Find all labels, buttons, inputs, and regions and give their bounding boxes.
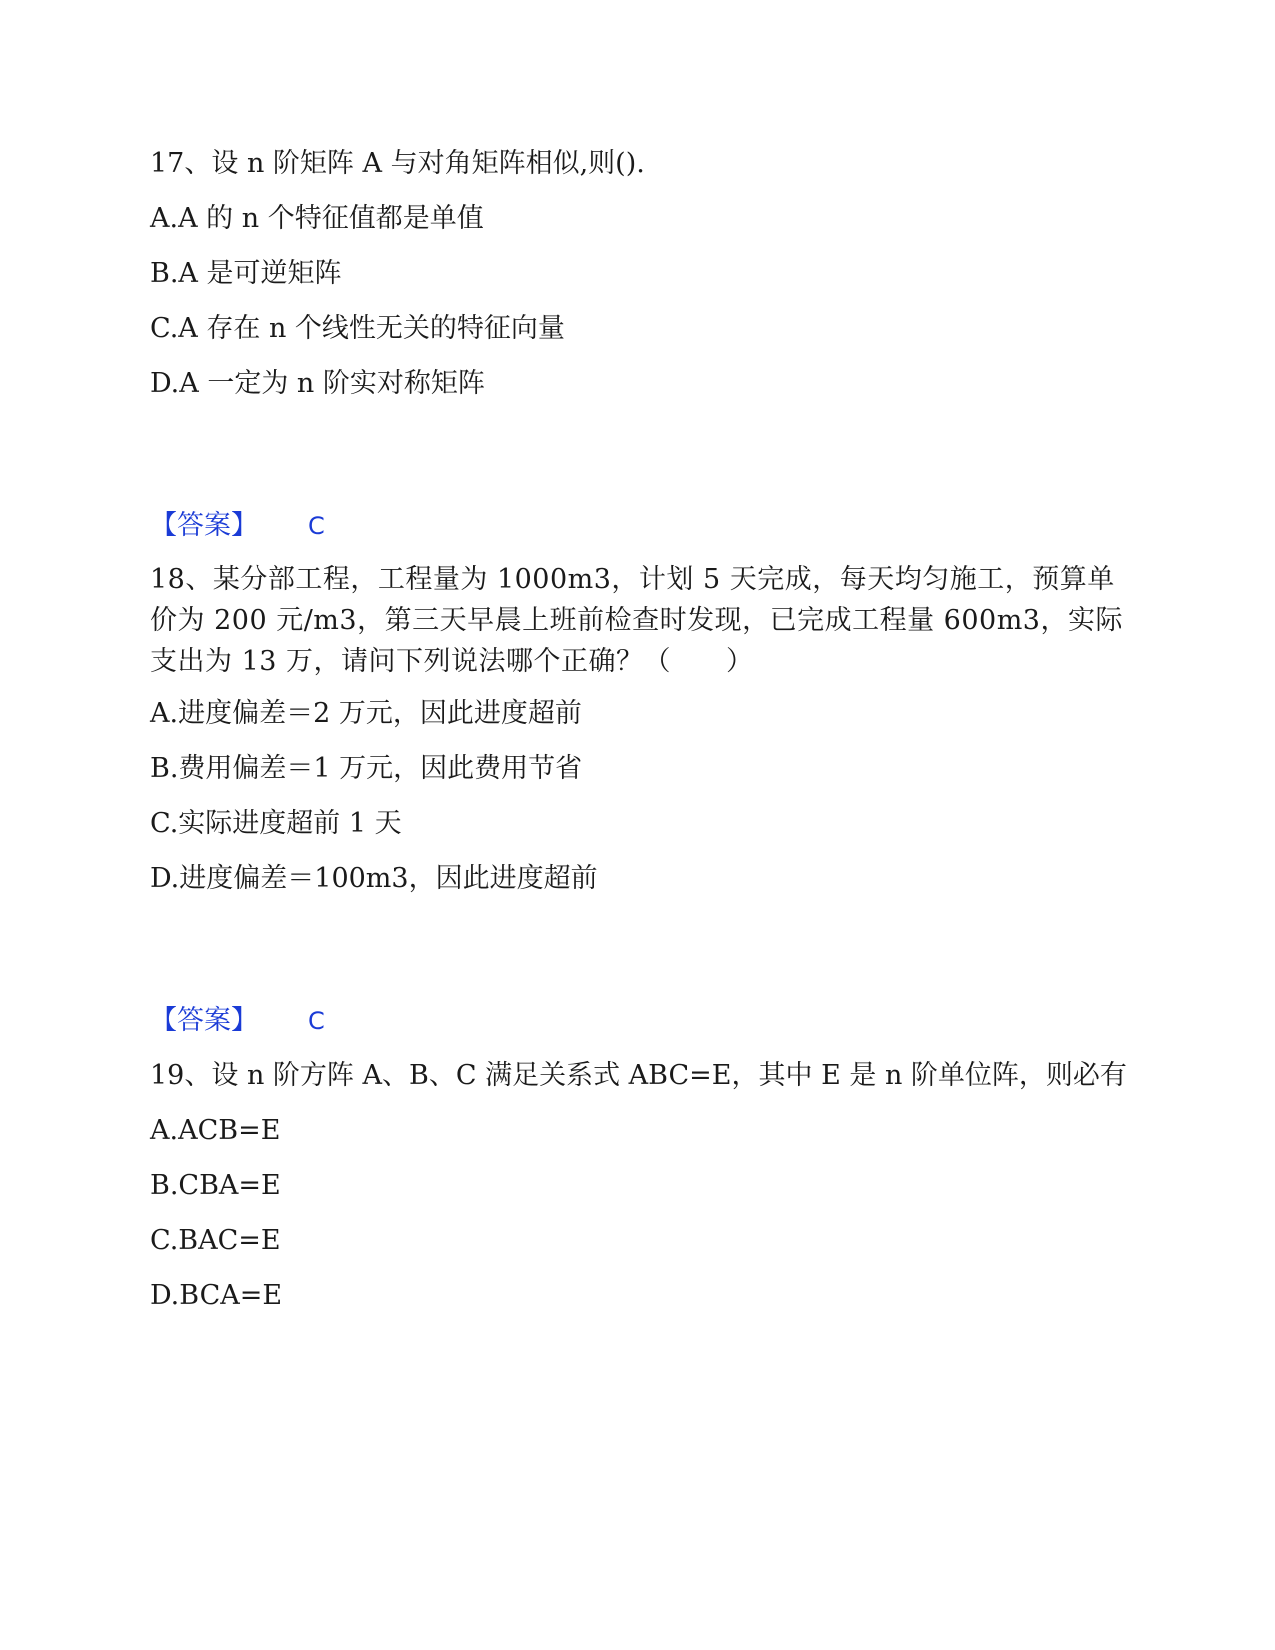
answer-label: 【答案】 [150, 510, 258, 541]
question-18-answer [150, 1001, 325, 1041]
question-17-option-b: B.A 是可逆矩阵 [150, 258, 342, 289]
question-17-answer [150, 506, 325, 546]
question-18-stem: 18、某分部工程，工程量为 1000m3，计划 5 天完成，每天均匀施工，预算单价为 200 元/m3，第三天早晨上班前检查时发现，已完成工程量 600m3，实际支出为 13 万，请问下列说法哪个正确？（ ） [150, 564, 1123, 677]
answer-value: C [308, 512, 325, 540]
answer-label: 【答案】 [150, 1005, 258, 1036]
question-18-option-c: C.实际进度超前 1 天 [150, 808, 402, 839]
question-17-stem: 17、设 n 阶矩阵 A 与对角矩阵相似,则(). [150, 148, 645, 179]
answer-value: C [308, 1007, 325, 1035]
question-19-option-a: A.ACB=E [150, 1115, 281, 1146]
question-19-option-c: C.BAC=E [150, 1225, 281, 1256]
question-17-option-d: D.A 一定为 n 阶实对称矩阵 [150, 368, 485, 399]
question-17-option-a: A.A 的 n 个特征值都是单值 [150, 203, 484, 234]
question-18-option-b: B.费用偏差＝1 万元，因此费用节省 [150, 753, 583, 784]
question-19-option-d: D.BCA=E [150, 1280, 283, 1311]
question-19-option-b: B.CBA=E [150, 1170, 281, 1201]
question-18-option-d: D.进度偏差＝100m3，因此进度超前 [150, 863, 598, 894]
question-19-stem: 19、设 n 阶方阵 A、B、C 满足关系式 ABC=E，其中 E 是 n 阶单位阵，则必有 [150, 1060, 1127, 1091]
question-18-option-a: A.进度偏差＝2 万元，因此进度超前 [150, 698, 582, 729]
question-17-option-c: C.A 存在 n 个线性无关的特征向量 [150, 313, 565, 344]
